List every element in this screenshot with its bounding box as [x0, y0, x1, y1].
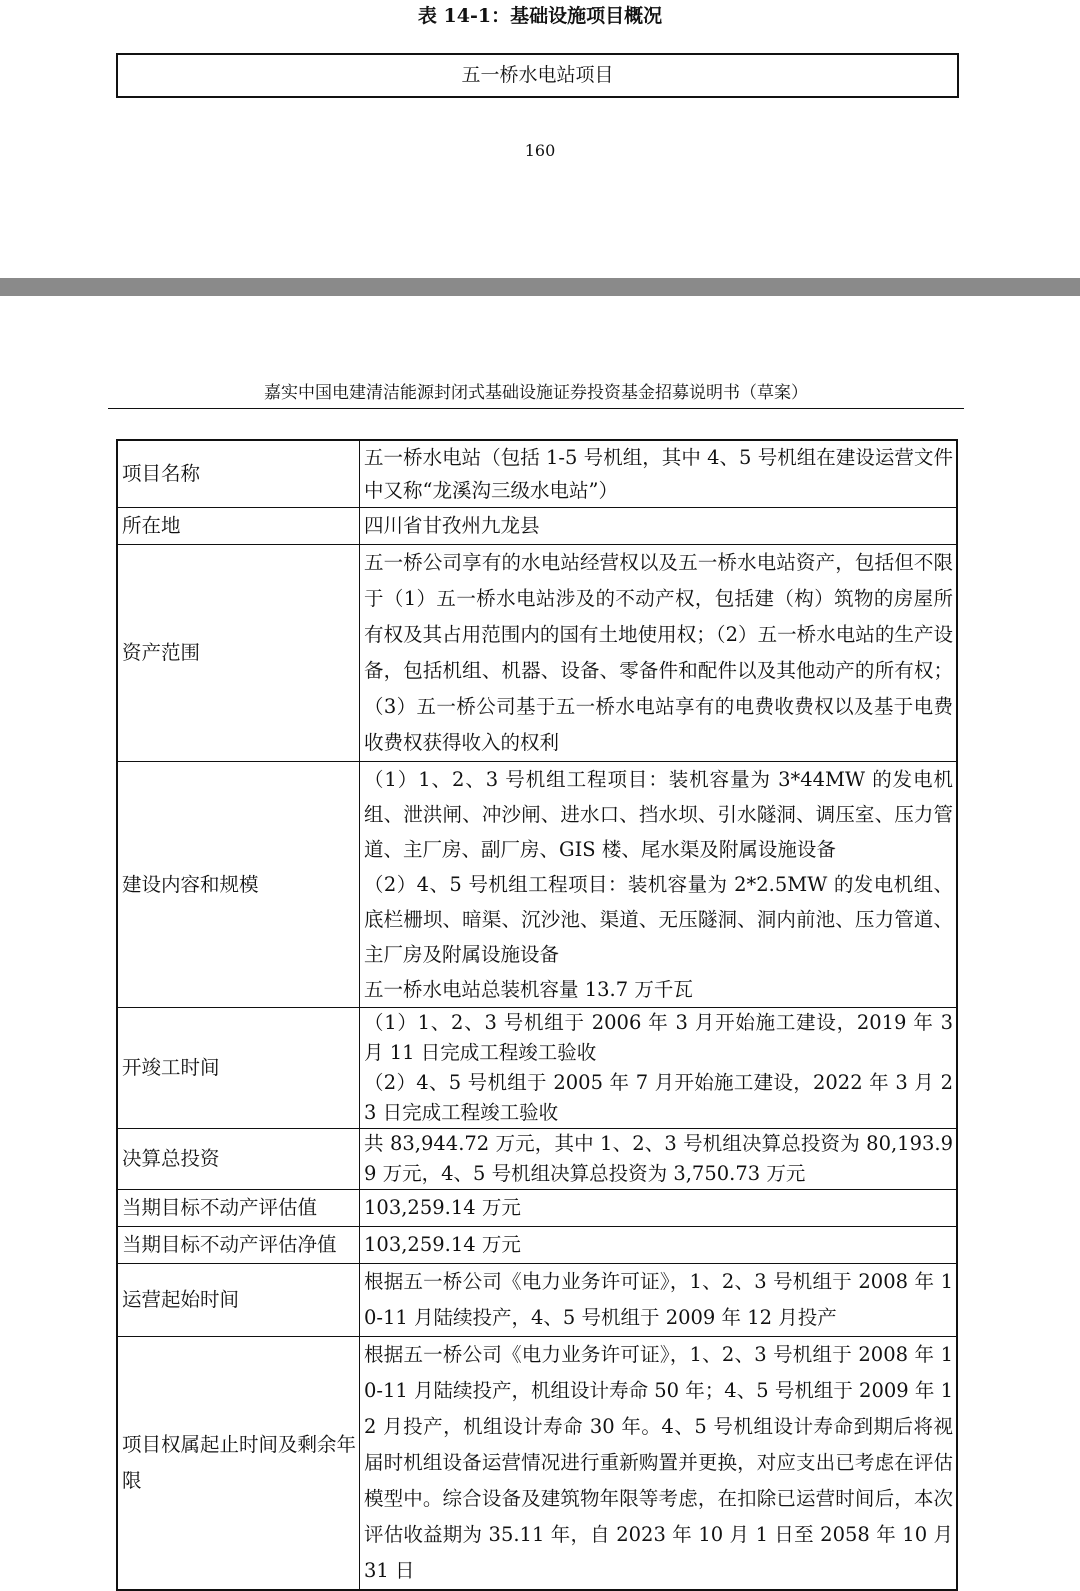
- table-row: [117, 1008, 957, 1129]
- page-number: 160: [524, 141, 556, 160]
- row-value-asset-scope: 五一桥公司享有的水电站经营权以及五一桥水电站资产，包括但不限于（1）五一桥水电站涉及的不动产权，包括建（构）筑物的房屋所有权及其占用范围内的国有土地使用权；（2）五一桥水电站的生产设备，包括机组、机器、设备、零备件和配件以及其他动产的所有权；（3）五一桥公司基于五一桥水电站享有的电费收费权以及基于电费收费权获得收入的权利: [360, 545, 958, 762]
- project-overview-table: [116, 439, 958, 1591]
- schedule-item-1: （1）1、2、3 号机组于 2006 年 3 月开始施工建设，2019 年 3 月 11 日完成工程竣工验收: [364, 1011, 953, 1064]
- table-row: [117, 1337, 957, 1591]
- table-row: [117, 440, 957, 508]
- row-label-total-investment: 决算总投资: [117, 1129, 360, 1190]
- table-row: [117, 1190, 957, 1227]
- project-name-box: 五一桥水电站项目: [116, 53, 959, 98]
- row-label-construction: 建设内容和规模: [117, 762, 360, 1008]
- row-label-appraisal-net-value: 当期目标不动产评估净值: [117, 1227, 360, 1264]
- row-label-schedule: 开竣工时间: [117, 1008, 360, 1129]
- table-caption: 表 14-1：基础设施项目概况: [417, 5, 663, 27]
- row-value-schedule: [360, 1008, 958, 1129]
- row-value-construction: [360, 762, 958, 1008]
- construction-item-2: （2）4、5 号机组工程项目：装机容量为 2*2.5MW 的发电机组、底栏栅坝、暗渠、沉沙池、渠道、无压隧洞、洞内前池、压力管道、主厂房及附属设施设备: [364, 873, 953, 966]
- document-header: 嘉实中国电建清洁能源封闭式基础设施证券投资基金招募说明书（草案）: [108, 382, 964, 409]
- row-value-appraisal-net-value: 103,259.14 万元: [360, 1227, 958, 1264]
- row-value-ownership-period: 根据五一桥公司《电力业务许可证》，1、2、3 号机组于 2008 年 10-11 月陆续投产，机组设计寿命 50 年；4、5 号机组于 2009 年 12 月投产，机组设计寿命 30 年。4、5 号机组设计寿命到期后将视届时机组设备运营情况进行重新购置并更换，对应支出已考虑在评估模型中。综合设备及建筑物年限等考虑，在扣除已运营时间后，本次评估收益期为 35.11 年，自 2023 年 10 月 1 日至 2058 年 10 月 31 日: [360, 1337, 958, 1591]
- row-label-operation-start: 运营起始时间: [117, 1264, 360, 1337]
- table-row: [117, 762, 957, 1008]
- construction-item-1: （1）1、2、3 号机组工程项目：装机容量为 3*44MW 的发电机组、泄洪闸、冲沙闸、进水口、挡水坝、引水隧洞、调压室、压力管道、主厂房、副厂房、GIS 楼、尾水渠及附属设施设备: [364, 768, 953, 861]
- construction-total: 五一桥水电站总装机容量 13.7 万千瓦: [364, 978, 693, 1001]
- row-label-project-name: 项目名称: [117, 440, 360, 508]
- table-row: [117, 508, 957, 545]
- row-value-location: 四川省甘孜州九龙县: [360, 508, 958, 545]
- table-row: [117, 1227, 957, 1264]
- current-page: [0, 296, 1080, 1582]
- row-value-total-investment: 共 83,944.72 万元，其中 1、2、3 号机组决算总投资为 80,193.99 万元，4、5 号机组决算总投资为 3,750.73 万元: [360, 1129, 958, 1190]
- row-label-appraisal-value: 当期目标不动产评估值: [117, 1190, 360, 1227]
- row-label-ownership-period: 项目权属起止时间及剩余年限: [117, 1337, 360, 1591]
- row-value-appraisal-value: 103,259.14 万元: [360, 1190, 958, 1227]
- row-value-project-name: 五一桥水电站（包括 1-5 号机组，其中 4、5 号机组在建设运营文件中又称“龙溪沟三级水电站”）: [360, 440, 958, 508]
- table-row: [117, 1264, 957, 1337]
- schedule-item-2: （2）4、5 号机组于 2005 年 7 月开始施工建设，2022 年 3 月 23 日完成工程竣工验收: [364, 1071, 953, 1124]
- previous-page: [0, 0, 1080, 278]
- table-row: [117, 1129, 957, 1190]
- row-label-asset-scope: 资产范围: [117, 545, 360, 762]
- table-row: [117, 545, 957, 762]
- page-separator: [0, 278, 1080, 296]
- row-value-operation-start: 根据五一桥公司《电力业务许可证》，1、2、3 号机组于 2008 年 10-11 月陆续投产，4、5 号机组于 2009 年 12 月投产: [360, 1264, 958, 1337]
- row-label-location: 所在地: [117, 508, 360, 545]
